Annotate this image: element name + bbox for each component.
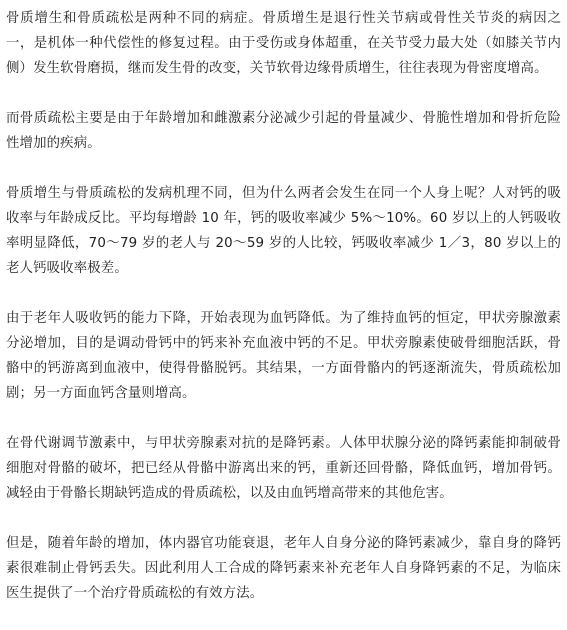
paragraph-2: 而骨质疏松主要是由于年龄增加和雌激素分泌减少引起的骨量减少、骨脆性增加和骨折危险性增加的疾病。 (6, 111, 561, 151)
paragraph-5: 在骨代谢调节激素中，与甲状旁腺素对抗的是降钙素。人体甲状腺分泌的降钙素能抑制破骨细胞对骨骼的破坏，把已经从骨骼中游离出来的钙，重新还回骨骼，降低血钙，增加骨钙。减轻由于骨骼长期缺钙造成的骨质疏松，以及由血钙增高带来的其他危害。 (6, 436, 561, 501)
paragraph-4: 由于老年人吸收钙的能力下降，开始表现为血钙降低。为了维持血钙的恒定，甲状旁腺激素分泌增加，目的是调动骨钙中的钙来补充血液中钙的不足。甲状旁腺素使破骨细胞活跃，骨骼中的钙游离到血液中，使得骨骼脱钙。其结果，一方面骨骼内的钙逐渐流失，骨质疏松加剧；另一方面血钙含量则增高。 (6, 311, 561, 401)
paragraph-3: 骨质增生与骨质疏松的发病机理不同，但为什么两者会发生在同一个人身上呢？人对钙的吸收率与年龄成反比。平均每增龄 10 年，钙的吸收率减少 5%～10%。60 岁以上的人钙吸收率明显降低，70～79 岁的老人与 20～59 岁的人比较，钙吸收率减少 1／3，80 岁以上的老人钙吸收率极差。 (6, 186, 561, 276)
paragraph-6: 但是，随着年龄的增加，体内器官功能衰退，老年人自身分泌的降钙素减少，靠自身的降钙素很难制止骨钙丢失。因此利用人工合成的降钙素来补充老年人自身降钙素的不足，为临床医生提供了一个治疗骨质疏松的有效方法。 (6, 536, 561, 601)
paragraph-1: 骨质增生和骨质疏松是两种不同的病症。骨质增生是退行性关节病或骨性关节炎的病因之一，是机体一种代偿性的修复过程。由于受伤或身体超重，在关节受力最大处（如膝关节内侧）发生软骨磨损，继而发生骨的改变，关节软骨边缘骨质增生，往往表现为骨密度增高。 (6, 11, 561, 76)
